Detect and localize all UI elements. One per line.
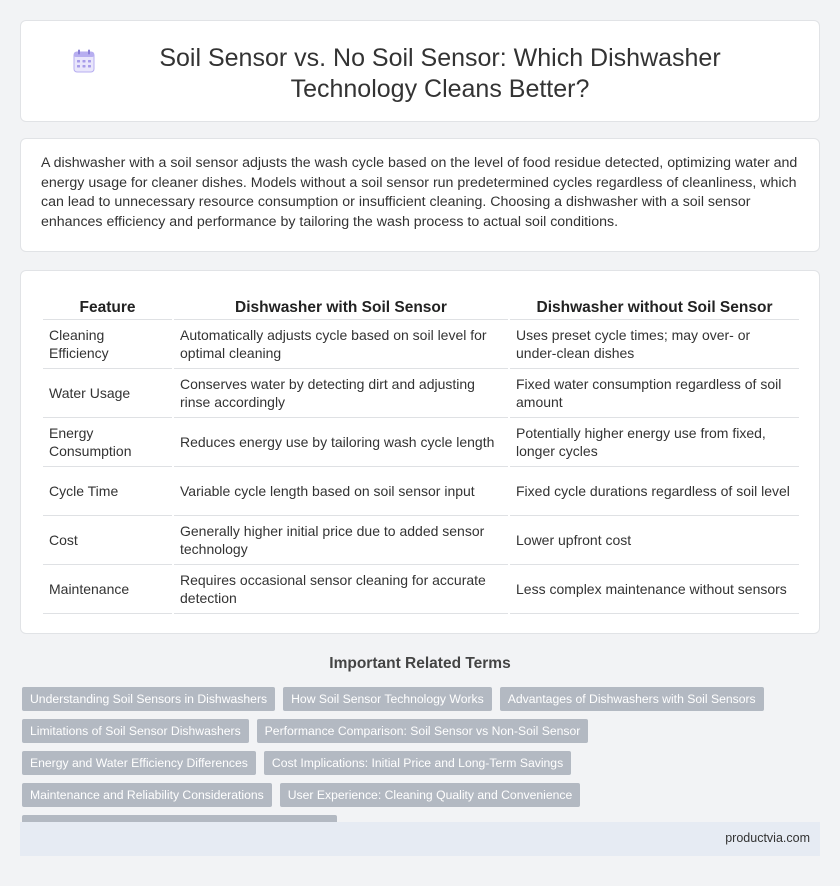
footer-site[interactable]: productvia.com — [725, 831, 810, 845]
without-sensor-cell: Fixed cycle durations regardless of soil level — [509, 466, 799, 515]
comparison-table — [43, 297, 799, 614]
related-term-tag[interactable]: Energy and Water Efficiency Differences — [22, 751, 256, 775]
without-sensor-cell: Lower upfront cost — [509, 515, 799, 564]
header-without-sensor: Dishwasher without Soil Sensor — [509, 297, 799, 319]
related-term-tag[interactable]: Understanding Soil Sensors in Dishwashers — [22, 687, 275, 711]
with-sensor-cell: Requires occasional sensor cleaning for accurate detection — [173, 564, 509, 613]
with-sensor-cell: Variable cycle length based on soil sensor input — [173, 466, 509, 515]
with-sensor-cell: Automatically adjusts cycle based on soil level for optimal cleaning — [173, 319, 509, 368]
related-term-tag[interactable]: Performance Comparison: Soil Sensor vs Non-Soil Sensor — [257, 719, 589, 743]
feature-cell: Water Usage — [43, 368, 173, 417]
table-row — [43, 368, 799, 417]
feature-cell: Cost — [43, 515, 173, 564]
feature-cell: Energy Consumption — [43, 417, 173, 466]
with-sensor-cell: Generally higher initial price due to added sensor technology — [173, 515, 509, 564]
without-sensor-cell: Potentially higher energy use from fixed, longer cycles — [509, 417, 799, 466]
related-term-tag[interactable]: Limitations of Soil Sensor Dishwashers — [22, 719, 249, 743]
without-sensor-cell: Less complex maintenance without sensors — [509, 564, 799, 613]
table-row — [43, 564, 799, 613]
intro-paragraph: A dishwasher with a soil sensor adjusts the wash cycle based on the level of food residue detected, optimizing water and energy usage for cleaner dishes. Models without a soil sensor run predetermined cycles regardless of cleanliness, which can lead to unnecessary resource consumption or insufficient cleaning. Choosing a dishwasher with a soil sensor enhances efficiency and performance by tailoring the wash process to actual soil conditions. — [41, 155, 798, 230]
table-row — [43, 466, 799, 515]
page-title: Soil Sensor vs. No Soil Sensor: Which Dishwasher Technology Cleans Better? — [159, 44, 721, 103]
header-feature: Feature — [43, 297, 173, 319]
header-with-sensor: Dishwasher with Soil Sensor — [173, 297, 509, 319]
related-term-tag[interactable]: Cost Implications: Initial Price and Long-Term Savings — [264, 751, 571, 775]
footer — [20, 822, 820, 856]
title-card — [20, 20, 820, 122]
comparison-card — [20, 270, 820, 634]
feature-cell: Cycle Time — [43, 466, 173, 515]
without-sensor-cell: Fixed water consumption regardless of soil amount — [509, 368, 799, 417]
feature-cell: Maintenance — [43, 564, 173, 613]
with-sensor-cell: Conserves water by detecting dirt and adjusting rinse accordingly — [173, 368, 509, 417]
table-row — [43, 319, 799, 368]
feature-cell: Cleaning Efficiency — [43, 319, 173, 368]
title-wrap — [21, 43, 819, 105]
table-header-row — [43, 297, 799, 319]
related-terms-list — [22, 687, 818, 839]
related-term-tag[interactable]: How Soil Sensor Technology Works — [283, 687, 492, 711]
related-term-tag[interactable]: User Experience: Cleaning Quality and Convenience — [280, 783, 581, 807]
intro-card — [20, 138, 820, 252]
calendar-icon — [73, 49, 95, 73]
related-term-tag[interactable]: Advantages of Dishwashers with Soil Sensors — [500, 687, 764, 711]
table-row — [43, 515, 799, 564]
with-sensor-cell: Reduces energy use by tailoring wash cycle length — [173, 417, 509, 466]
related-terms-heading: Important Related Terms — [329, 655, 511, 672]
related-term-tag[interactable]: Maintenance and Reliability Considerations — [22, 783, 272, 807]
table-row — [43, 417, 799, 466]
without-sensor-cell: Uses preset cycle times; may over- or under-clean dishes — [509, 319, 799, 368]
